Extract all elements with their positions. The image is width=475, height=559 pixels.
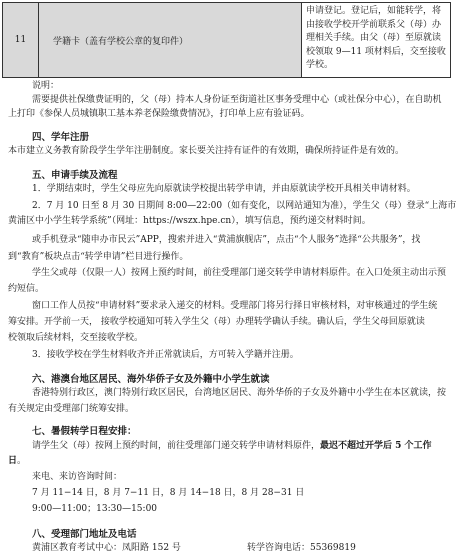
section-5-line: 筹安排。开学前一天， 接收学校通知可转入学生父（母）办理转学确认手续。确认后，学生父母回原就读 xyxy=(8,317,425,327)
section-5-line: 黄浦区中小学生转学系统”（网址：https://wszx.hpe.cn），填写信息，预约递交材料时间。 xyxy=(8,216,371,226)
section-7-line xyxy=(32,440,432,452)
section-7-heading: 七、暑假转学日程安排： xyxy=(32,426,137,437)
row-description-line: 理相关手续。由父（母）至原就读 xyxy=(306,33,442,43)
note-line: 上打印《参保人员城镇职工基本养老保险缴费情况》，打印单上应有验证码。 xyxy=(8,109,310,119)
note-line: 需要提供社保缴费证明的，父（母）持本人身份证至街道社区事务受理中心（或社保分中心），在自助机 xyxy=(32,95,442,105)
section-7-deadline-end: 日 xyxy=(8,456,18,466)
row-item: 学籍卡（盖有学校公章的复印件） xyxy=(39,3,302,77)
row-number: 11 xyxy=(3,3,39,77)
row-description-line: 校领取 9—11 项材料后，交至接收 xyxy=(306,46,446,57)
section-7-deadline: 最迟不超过开学后 5 个工作 xyxy=(320,441,432,451)
consult-dates: 7 月 11−14 日，8 月 7−11 日，8 月 14−18 日，8 月 28−31 日 xyxy=(32,488,305,498)
section-7-text: 请学生父（母）按网上预约时间，前往受理部门递交转学申请材料原件， xyxy=(32,441,321,451)
section-5-line: 约短信。 xyxy=(8,284,45,294)
materials-table-row xyxy=(2,2,451,78)
section-5-heading: 五、申请手续及流程 xyxy=(32,170,118,181)
section-5-line: 到“教育”板块点击“转学申请”栏目进行操作。 xyxy=(8,252,189,262)
section-5-line: 学生父或母（仅限一人）按网上预约时间，前往受理部门递交转学申请材料原件。在入口处须主动出示预 xyxy=(32,268,447,278)
section-6-line: 有关规定由受理部门统筹安排。 xyxy=(8,404,135,414)
section-4-heading: 四、学年注册 xyxy=(32,132,90,143)
section-6-line: 香港特别行政区，澳门特别行政区居民，台湾地区居民、海外华侨的子女及外籍中小学生在本区就读，按 xyxy=(32,388,447,398)
section-7-period: 。 xyxy=(17,456,27,466)
section-5-step-1: 1．学期结束时，学生父母应先向原就读学校提出转学申请，并由原就读学校开具相关申请材料。 xyxy=(32,184,416,194)
row-description-line: 申请登记。登记后，如能转学，将 xyxy=(306,6,442,16)
row-description-line: 由接收学校开学前联系父（母）办 xyxy=(306,19,442,30)
consult-time-label: 来电、来访咨询时间： xyxy=(32,472,123,482)
section-6-heading: 六、港澳台地区居民、海外华侨子女及外籍中小学生就读 xyxy=(32,374,270,385)
office-phone: 转学咨询电话：55369819 xyxy=(247,543,356,553)
section-5-line: 窗口工作人员按“申请材料”要求录入递交的材料。受理部门将另行择日审核材料，对审核通过的学生统 xyxy=(32,301,438,311)
section-4-text: 本市建立义务教育阶段学生学年注册制度。家长要关注持有证件的有效期，确保所持证件是有效的。 xyxy=(8,146,405,156)
section-5-line: 校领取后续材料，交至接收学校。 xyxy=(8,333,144,343)
section-7-line xyxy=(8,455,26,467)
section-5-step-2: 2．7 月 10 日至 8 月 30 日期间 8:00—22:00（如有变化，以网站通知为准），学生父（母）登录“上海市 xyxy=(32,201,457,211)
row-description-line: 学校。 xyxy=(306,60,334,70)
consult-hours: 9:00—11:00；13:30—15:00 xyxy=(32,504,158,514)
section-8-heading: 八、受理部门地址及电话 xyxy=(32,529,137,540)
note-label: 说明： xyxy=(32,81,60,91)
office-address: 黄浦区教育考试中心：凤阳路 152 号 xyxy=(32,543,181,553)
section-5-line: 或手机登录“随申办市民云”APP，搜索并进入“黄浦旗舰店”，点击“个人服务”选择“公共服务”，找 xyxy=(32,235,421,245)
section-5-step-3: 3．接收学校在学生材料收齐并正常就读后，方可转入学籍并注册。 xyxy=(32,350,299,360)
row-description xyxy=(302,3,450,77)
